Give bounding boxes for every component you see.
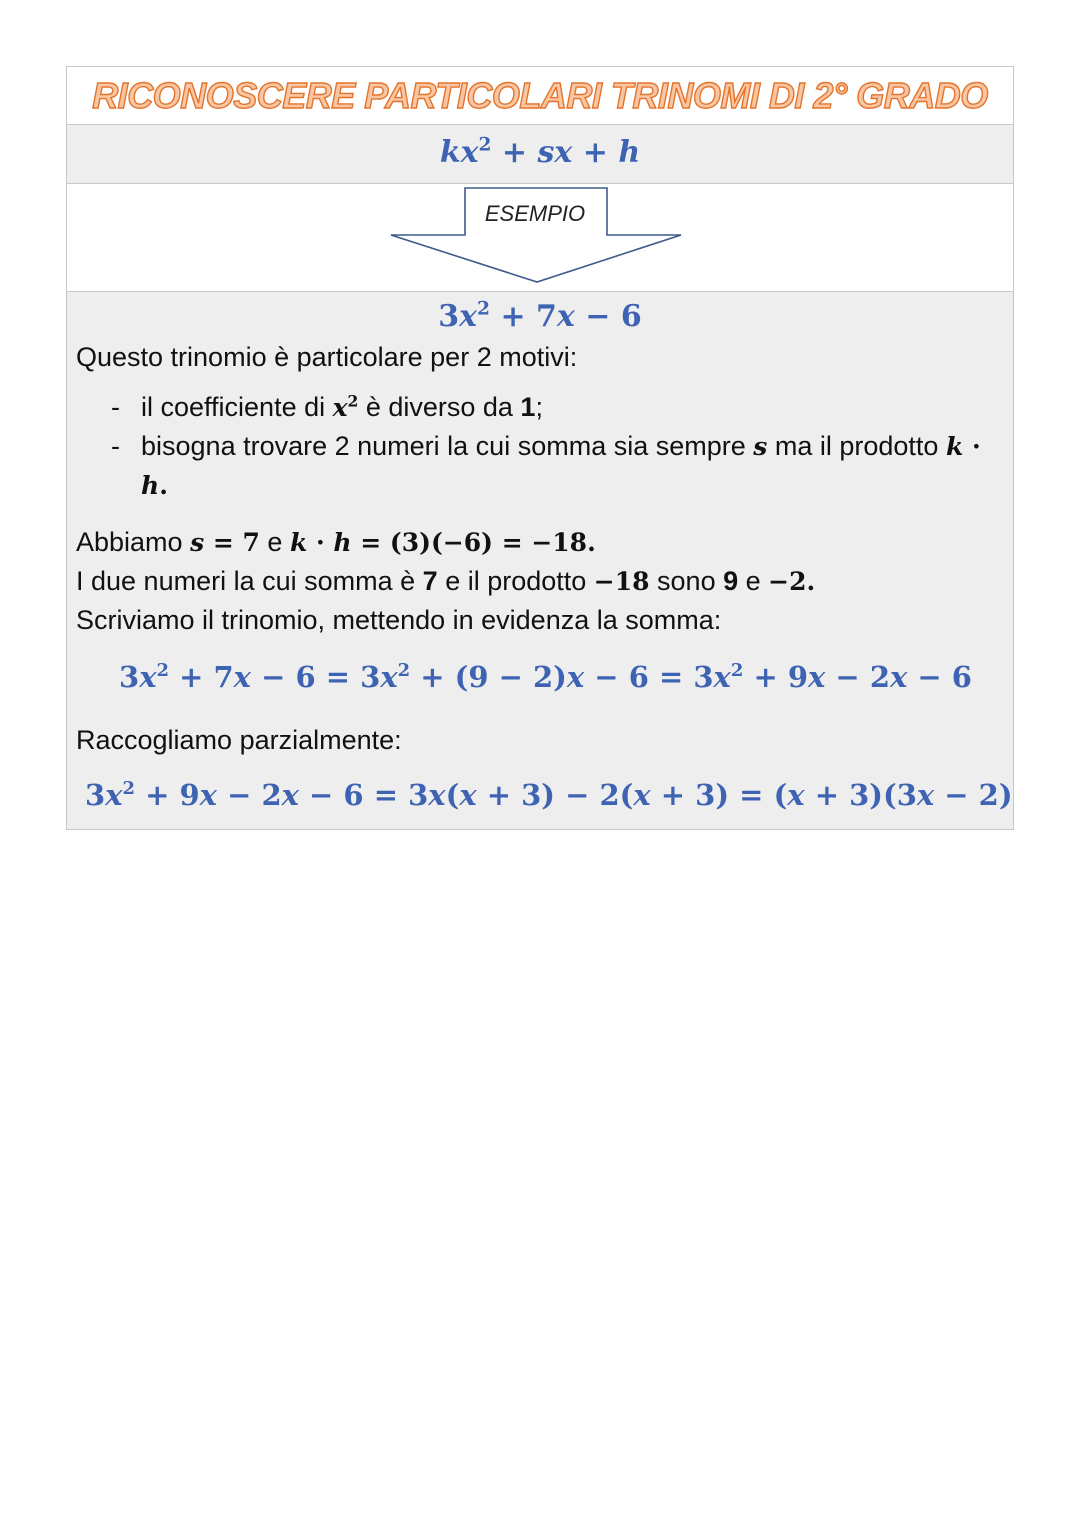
explanation-line-1: Abbiamo s = 7 e k · h = (3)(−6) = −18. (76, 527, 596, 557)
explanation-line-2: I due numeri la cui somma è 7 e il prodotto −18 sono 9 e −2. (76, 566, 816, 596)
step-text: Raccogliamo parzialmente: (76, 725, 402, 755)
example-arrow-row (67, 184, 1013, 292)
general-formula: $kx^2$ + sx + h (439, 134, 641, 170)
example-formula: $3x^2 + 7x - 6$ (438, 298, 642, 334)
content-box (66, 66, 1014, 830)
example-label: ESEMPIO (484, 201, 586, 226)
title-row (67, 67, 1013, 125)
equation-sum-expansion: $3x^2 + 7x - 6 = 3x^2 + (9 - 2)x - 6 = 3x^2 + 9x - 2x - 6$ (119, 659, 972, 694)
list-item: - il coefficiente di $x^2$ è diverso da 1; (67, 388, 1013, 427)
intro-text: Questo trinomio è particolare per 2 motivi: (76, 342, 578, 372)
equation-factorization: $3x^2 + 9x - 2x - 6 = 3x(x + 3) - 2(x + 3) = (x + 3)(3x - 2)$ (85, 777, 1013, 812)
page-title: RICONOSCERE PARTICOLARI TRINOMI DI 2° GRADO (92, 74, 988, 116)
list-item: - bisogna trovare 2 numeri la cui somma sia sempre s ma il prodotto k · h. (67, 427, 1013, 505)
reasons-list (67, 388, 1013, 505)
explanation-line-3: Scriviamo il trinomio, mettendo in evidenza la somma: (76, 605, 722, 635)
general-formula-row (67, 125, 1013, 184)
explanation-section (67, 292, 1013, 829)
